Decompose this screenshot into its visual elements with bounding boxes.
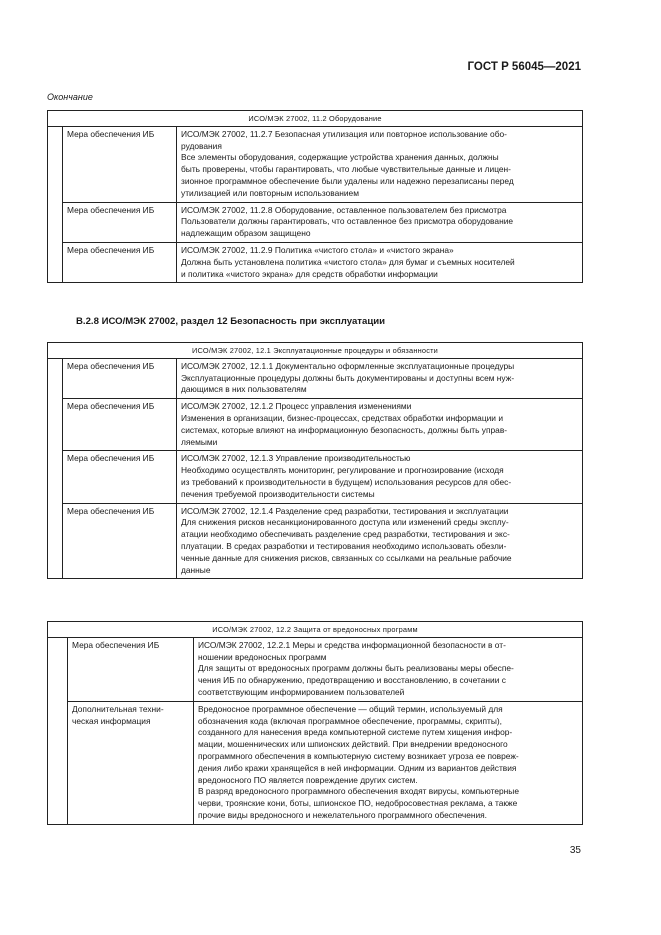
row-content: ИСО/МЭК 27002, 11.2.8 Оборудование, оставленное пользователем без присмотра Пользователи должны гарантировать, что оставленное без присмотра оборудование надлежащим образом защищено bbox=[177, 202, 583, 242]
table-12-1 bbox=[47, 342, 583, 579]
table-caption: ИСО/МЭК 27002, 12.1 Эксплуатационные процедуры и обязанности bbox=[48, 343, 583, 359]
row-label: Мера обеспечения ИБ bbox=[63, 358, 177, 398]
row-content: ИСО/МЭК 27002, 12.1.4 Разделение сред разработки, тестирования и эксплуатации Для снижения рисков несанкционированного доступа или изменений среды эксплу- атации необходимо обеспечивать разделение сред разработки, тестирования и экс- плуатации. В средах разработки и тестирования необходимо использовать обезли- ченные данные для снижения рисков, связанных со ссылками на реальные рабочие данные bbox=[177, 503, 583, 579]
row-content: ИСО/МЭК 27002, 12.1.3 Управление производительностью Необходимо осуществлять мониторинг, регулирование и прогнозирование (исходя из требований к производительности в будущем) использования ресурсов для обес- печения требуемой производительности системы bbox=[177, 451, 583, 503]
row-content: ИСО/МЭК 27002, 11.2.9 Политика «чистого стола» и «чистого экрана» Должна быть установлена политика «чистого стола» для бумаг и съемных носителей и политика «чистого экрана» для средств обработки информации bbox=[177, 242, 583, 282]
row-label: Мера обеспечения ИБ bbox=[63, 242, 177, 282]
table-caption: ИСО/МЭК 27002, 11.2 Оборудование bbox=[48, 111, 583, 127]
table-11-2 bbox=[47, 110, 583, 283]
row-label: Мера обеспечения ИБ bbox=[63, 202, 177, 242]
continuation-label: Окончание bbox=[47, 92, 93, 102]
row-content: Вредоносное программное обеспечение — общий термин, используемый для обозначения кода (включая программное обеспечение, программы, скрипты), созданного для нанесения вреда компьютерной системе путем хищения инфор- мации, мошеннических или шпионских действий. При внедрении вредоносного программного обеспечения в компьютерную систему возникает угроза ее повреж- дения либо кражи хранящейся в ней информации. Одним из вариантов действия вредоносного ПО является повреждение других систем. В разряд вредоносного программного обеспечения входят вирусы, компьютерные черви, троянские кони, боты, шпионское ПО, недобросовестная реклама, а также прочие виды вредоносного и нежелательного программного обеспечения. bbox=[194, 701, 583, 824]
row-label: Мера обеспечения ИБ bbox=[63, 503, 177, 579]
page-number: 35 bbox=[569, 845, 581, 856]
row-label: Дополнительная техни- ческая информация bbox=[68, 701, 194, 824]
row-label: Мера обеспечения ИБ bbox=[63, 399, 177, 451]
row-content: ИСО/МЭК 27002, 11.2.7 Безопасная утилизация или повторное использование обо- рудования Все элементы оборудования, содержащие устройства хранения данных, должны быть проверены, чтобы гарантировать, что любые чувствительные данные и лицен- зионное программное обеспечение были удалены или надежно перезаписаны перед утилизацией или повторным использованием bbox=[177, 126, 583, 202]
row-label: Мера обеспечения ИБ bbox=[63, 126, 177, 202]
table-caption: ИСО/МЭК 27002, 12.2 Защита от вредоносных программ bbox=[48, 622, 583, 638]
row-content: ИСО/МЭК 27002, 12.2.1 Меры и средства информационной безопасности в от- ношении вредоносных программ Для защиты от вредоносных программ должны быть реализованы меры обеспе- чения ИБ по обнаружению, предотвращению и восстановлению, в сочетании с соответствующим информированием пользователей bbox=[194, 637, 583, 701]
row-content: ИСО/МЭК 27002, 12.1.1 Документально оформленные эксплуатационные процедуры Эксплуатационные процедуры должны быть документированы и доступны всем нуж- дающимся в них пользователям bbox=[177, 358, 583, 398]
row-label: Мера обеспечения ИБ bbox=[68, 637, 194, 701]
section-title: В.2.8 ИСО/МЭК 27002, раздел 12 Безопасность при эксплуатации bbox=[76, 316, 386, 327]
row-label: Мера обеспечения ИБ bbox=[63, 451, 177, 503]
table-12-2 bbox=[47, 621, 583, 825]
row-content: ИСО/МЭК 27002, 12.1.2 Процесс управления изменениями Изменения в организации, бизнес-процессах, средствах обработки информации и системах, которые влияют на информационную безопасность, должны быть управ- ляемыми bbox=[177, 399, 583, 451]
standard-header: ГОСТ Р 56045—2021 bbox=[467, 61, 581, 73]
